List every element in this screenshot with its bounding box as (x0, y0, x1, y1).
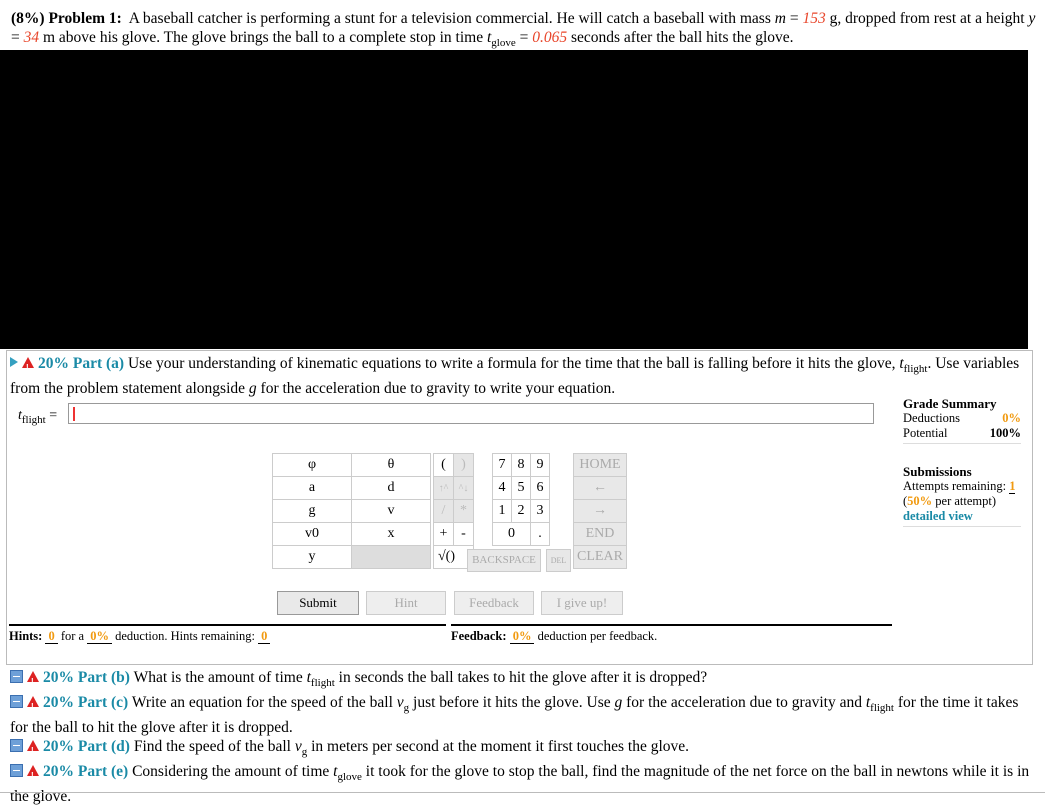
control-keypad (573, 453, 627, 569)
key-8[interactable]: 8 (512, 454, 531, 477)
other-parts-list (10, 668, 1035, 806)
hints-remaining-label: deduction. Hints remaining: (115, 629, 255, 643)
part-d-subscript: g (301, 746, 308, 759)
hints-for-text: for a (60, 629, 85, 643)
part-c-subscript: g (403, 702, 410, 715)
key-del[interactable]: DEL (546, 549, 571, 572)
part-c-symbol: v (396, 694, 404, 712)
answer-input[interactable] (68, 403, 874, 424)
key-sqrt[interactable]: √() (434, 546, 474, 569)
time-subscript: glove (491, 37, 516, 50)
detailed-view-link[interactable]: detailed view (903, 509, 973, 523)
potential-value: 100% (989, 426, 1021, 440)
part-d-text-1: Find the speed of the ball (133, 738, 291, 756)
expand-triangle-icon[interactable] (10, 357, 18, 367)
answer-subscript: flight (21, 413, 46, 426)
part-c-subscript-2: flight (870, 702, 894, 715)
key-minus[interactable]: - (454, 523, 474, 546)
key-right[interactable]: → (574, 500, 627, 523)
key-x[interactable]: x (352, 523, 431, 546)
footer-divider (0, 792, 1045, 797)
key-v0[interactable]: v0 (273, 523, 352, 546)
part-e-text-1: Considering the amount of time (132, 763, 330, 781)
hint-button: Hint (366, 591, 446, 615)
part-a-subscript: flight (903, 363, 928, 376)
text-cursor (73, 407, 75, 421)
key-empty (352, 546, 431, 569)
part-a-text-2: . Use variables from the problem statement alongside (10, 355, 1020, 398)
hints-remaining-value: 0 (258, 629, 270, 644)
part-e-row[interactable] (10, 762, 1035, 806)
attempts-label: Attempts remaining: (903, 479, 1007, 493)
problem-text-2: m above his glove. The glove brings the ball to a complete stop in time (43, 29, 484, 46)
key-phi[interactable]: φ (273, 454, 352, 477)
key-open-paren[interactable]: ( (434, 454, 454, 477)
key-plus[interactable]: + (434, 523, 454, 546)
grade-summary: Grade Summary Deductions 0% Potential 100% Submissions Attempts remaining: 1 (50% per attempt) detailed view (903, 396, 1021, 527)
hints-count: 0 (45, 629, 57, 644)
part-a-text-3: for the acceleration due to gravity to write your equation. (260, 380, 616, 398)
key-9[interactable]: 9 (531, 454, 550, 477)
answer-equals: = (49, 408, 58, 423)
key-left[interactable]: ← (574, 477, 627, 500)
warning-icon (27, 671, 39, 682)
feedback-button: Feedback (454, 591, 534, 615)
part-d-symbol: v (294, 738, 302, 756)
key-multiply: * (454, 500, 474, 523)
part-d-row[interactable] (10, 737, 1035, 762)
key-7[interactable]: 7 (493, 454, 512, 477)
height-value: 34 (23, 29, 40, 46)
time-value: 0.065 (532, 29, 568, 46)
warning-icon (22, 357, 34, 368)
submissions-title: Submissions (903, 464, 972, 479)
part-d-text-2: in meters per second at the moment it first touches the glove. (311, 738, 690, 756)
mass-symbol: m (774, 10, 786, 27)
part-b-text-1: What is the amount of time (133, 669, 303, 686)
key-end[interactable]: END (574, 523, 627, 546)
variable-keypad (272, 453, 431, 569)
part-b-label: 20% Part (b) (43, 669, 130, 686)
key-theta[interactable]: θ (352, 454, 431, 477)
attempts-value: 1 (1009, 479, 1016, 493)
key-v[interactable]: v (352, 500, 431, 523)
key-1[interactable]: 1 (493, 500, 512, 523)
key-divide: / (434, 500, 454, 523)
answer-label (18, 408, 57, 426)
key-y[interactable]: y (273, 546, 352, 569)
key-g[interactable]: g (273, 500, 352, 523)
key-5[interactable]: 5 (512, 477, 531, 500)
mass-value: 153 (802, 10, 826, 27)
key-home[interactable]: HOME (574, 454, 627, 477)
give-up-button: I give up! (541, 591, 623, 615)
part-a-text-1: Use your understanding of kinematic equations to write a formula for the time that the ball is falling before it hits the glove, (127, 355, 896, 372)
part-c-row[interactable] (10, 693, 1035, 737)
problem-statement: (8%) Problem 1: A baseball catcher is performing a stunt for a television commercial. He will catch a baseball with mass m = 153 g, dropped from rest at a height y = 34 m above his glove. The glove brings the ball to a complete stop in time $t_{glove} = 0.065$ seconds after the ball hits the glove. (11, 10, 1036, 50)
problem-text-1: A baseball catcher is performing a stunt for a television commercial. He will catch a baseball with mass (128, 10, 771, 27)
per-attempt-value: 50% (907, 494, 933, 508)
key-4[interactable]: 4 (493, 477, 512, 500)
warning-icon (27, 765, 39, 776)
part-a-g-symbol: g (248, 380, 257, 398)
warning-icon (27, 740, 39, 751)
answer-symbol: t (18, 408, 22, 423)
collapse-icon[interactable] (10, 764, 23, 777)
height-symbol: y (1028, 10, 1036, 27)
problem-figure (0, 50, 1028, 349)
part-c-symbol-2: t (865, 694, 871, 712)
part-e-subscript: glove (337, 771, 362, 784)
deductions-value: 0% (1002, 411, 1021, 425)
key-power-down: ^↓ (454, 477, 474, 500)
part-e-symbol: t (333, 763, 338, 781)
part-a-symbol: t (899, 355, 904, 372)
part-c-label: 20% Part (c) (43, 694, 129, 712)
time-symbol: t (486, 29, 492, 46)
submit-button[interactable]: Submit (277, 591, 359, 615)
feedback-label: Feedback: (451, 629, 507, 643)
part-b-subscript: flight (310, 677, 335, 690)
collapse-icon[interactable] (10, 695, 23, 708)
potential-label: Potential (903, 426, 948, 440)
part-c-text-4: for the time it takes for the ball to hit the glove after it is dropped. (10, 694, 1019, 737)
key-clear[interactable]: CLEAR (574, 546, 627, 569)
key-0[interactable]: 0 (493, 523, 531, 546)
collapse-icon[interactable] (10, 739, 23, 752)
hints-deduction: 0% (87, 629, 112, 644)
submissions-divider (903, 526, 1021, 527)
part-b-symbol: t (306, 669, 311, 686)
part-b-row[interactable] (10, 668, 1035, 693)
key-3[interactable]: 3 (531, 500, 550, 523)
collapse-icon[interactable] (10, 670, 23, 683)
part-e-label: 20% Part (e) (43, 763, 129, 781)
problem-weight: (8%) (11, 10, 45, 27)
part-c-text-1: Write an equation for the speed of the ball (131, 694, 393, 712)
key-close-paren: ) (454, 454, 474, 477)
number-keypad (492, 453, 550, 546)
hints-bar (9, 624, 446, 644)
part-a-header (10, 354, 1030, 398)
hints-label: Hints: (9, 629, 43, 643)
part-a-label: 20% Part (a) (38, 355, 125, 372)
part-c-text-2: just before it hits the glove. Use (413, 694, 611, 712)
key-d[interactable]: d (352, 477, 431, 500)
part-c-g-symbol: g (614, 694, 623, 712)
per-attempt-label: per attempt) (935, 494, 997, 508)
part-c-text-3: for the acceleration due to gravity and (626, 694, 862, 712)
mass-unit-text: g, dropped from rest at a height (829, 10, 1025, 27)
key-6[interactable]: 6 (531, 477, 550, 500)
key-decimal[interactable]: . (531, 523, 550, 546)
deductions-label: Deductions (903, 411, 960, 425)
feedback-bar (451, 624, 892, 644)
key-backspace[interactable]: BACKSPACE (467, 549, 541, 572)
part-e-text-2: it took for the glove to stop the ball, find the magnitude of the net force on the ball in newtons while it is in the glove. (10, 763, 1030, 806)
warning-icon (27, 696, 39, 707)
problem-label: Problem 1: (48, 10, 122, 27)
key-power-up: ↑^ (434, 477, 454, 500)
feedback-rest-text: deduction per feedback. (537, 629, 658, 643)
problem-text-3: seconds after the ball hits the glove. (570, 29, 794, 46)
key-2[interactable]: 2 (512, 500, 531, 523)
grade-summary-title: Grade Summary (903, 396, 997, 411)
part-b-text-2: in seconds the ball takes to hit the glove after it is dropped? (338, 669, 708, 686)
key-a[interactable]: a (273, 477, 352, 500)
part-d-label: 20% Part (d) (43, 738, 130, 756)
feedback-deduction: 0% (510, 629, 535, 644)
